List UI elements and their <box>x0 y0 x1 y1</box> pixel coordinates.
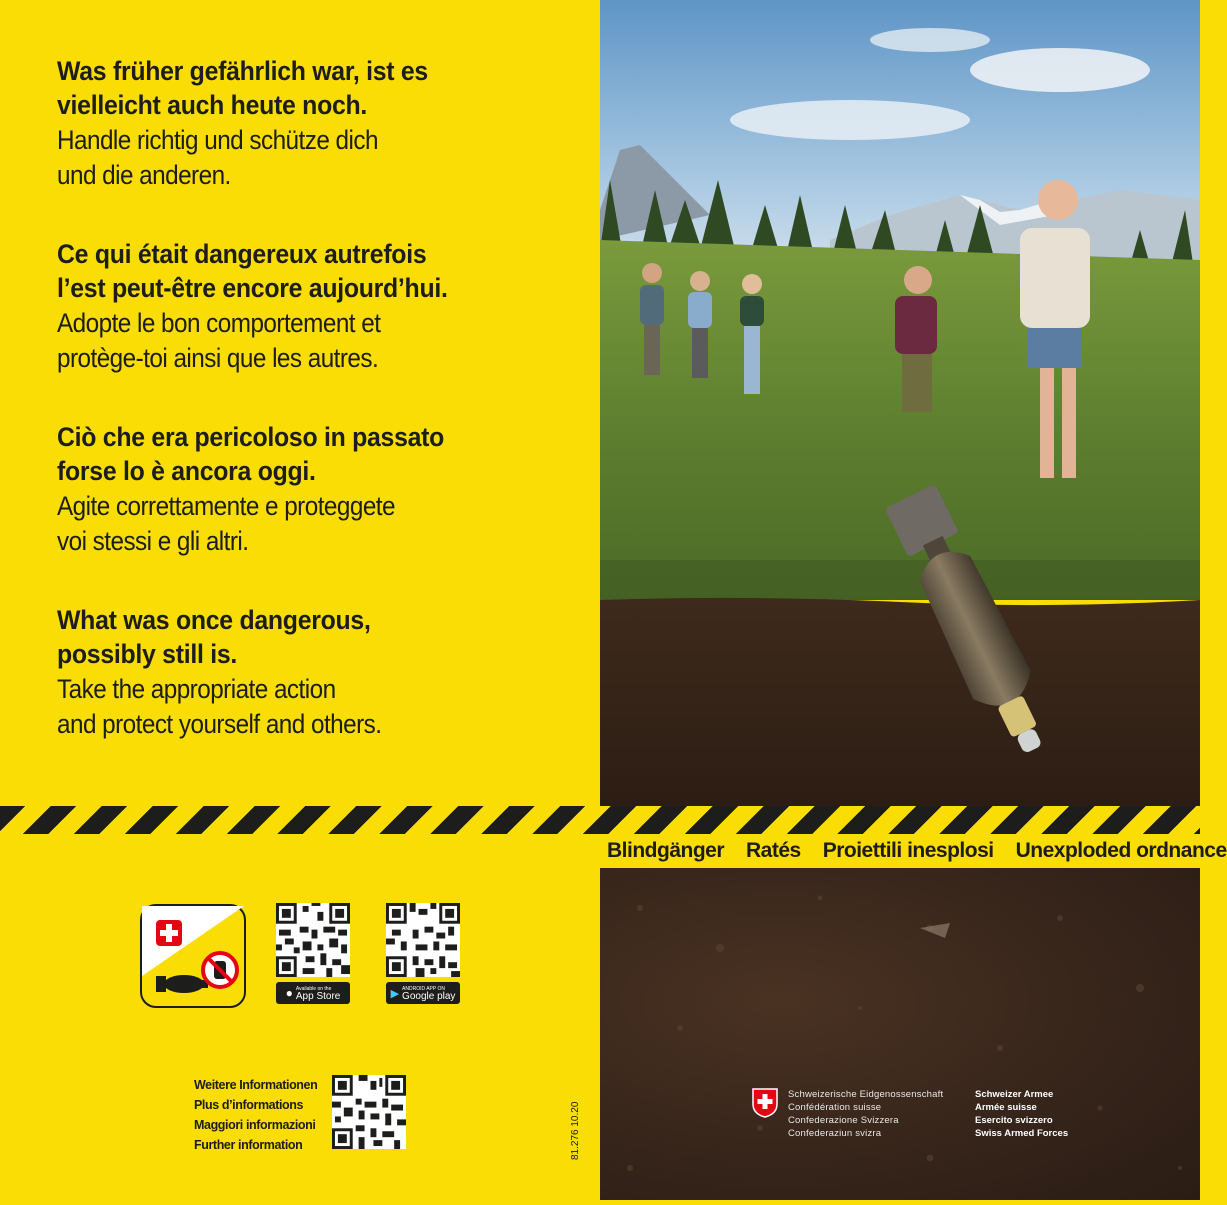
soil-texture <box>600 868 1200 1200</box>
app-store-text: App Store <box>295 991 341 1002</box>
label-it: Proiettili inesplosi <box>822 839 994 862</box>
google-play-text: Google play <box>402 991 456 1002</box>
confederation-fr: Confédération suisse <box>788 1102 882 1113</box>
french-body-line-1: Adopte le bon comportement et <box>57 308 381 338</box>
more-info-fr: Plus d’informations <box>194 1098 304 1112</box>
qr-code-app-store[interactable] <box>276 903 350 977</box>
more-info-en: Further information <box>194 1138 303 1152</box>
label-en: Unexploded ordnance <box>1015 839 1227 862</box>
german-title-line-2: vielleicht auch heute noch. <box>57 90 368 120</box>
soil-photo <box>600 868 1200 1200</box>
caution-tape-stripe <box>0 806 1200 834</box>
text-panel <box>0 0 600 806</box>
german-title-line-1: Was früher gefährlich war, ist es <box>57 56 428 86</box>
confederation-rm: Confederaziun svizra <box>788 1128 882 1139</box>
german-block <box>57 54 577 193</box>
italian-title-line-2: forse lo è ancora oggi. <box>57 456 316 486</box>
google-play-icon: ▶ <box>390 987 400 1000</box>
italian-body-line-2: voi stessi e gli altri. <box>57 526 249 556</box>
more-info-it: Maggiori informazioni <box>194 1118 316 1132</box>
apple-icon: ● <box>285 986 293 1000</box>
label-de: Blindgänger <box>607 839 725 862</box>
more-info-de: Weitere Informationen <box>194 1078 318 1092</box>
french-title-line-2: l’est peut-être encore aujourd’hui. <box>57 273 448 303</box>
army-fr: Armée suisse <box>975 1102 1037 1113</box>
army-en: Swiss Armed Forces <box>975 1128 1069 1139</box>
german-body-line-2: und die anderen. <box>57 160 231 190</box>
further-information <box>194 1075 317 1155</box>
english-title-line-1: What was once dangerous, <box>57 605 371 635</box>
qr-code-more-info[interactable] <box>332 1075 406 1149</box>
french-block <box>57 237 577 376</box>
app-icon[interactable] <box>140 904 246 1008</box>
english-block <box>57 603 577 742</box>
italian-title-line-1: Ciò che era pericoloso in passato <box>57 422 445 452</box>
app-store-badge[interactable] <box>276 982 350 1004</box>
armed-forces-names <box>975 1088 1068 1140</box>
english-body-line-2: and protect yourself and others. <box>57 709 382 739</box>
hikers-with-ordnance-photo <box>600 0 1200 806</box>
army-it: Esercito svizzero <box>975 1115 1053 1126</box>
caution-tape-labels <box>607 834 1227 868</box>
google-play-badge[interactable] <box>386 982 460 1004</box>
document-code <box>570 1080 590 1160</box>
italian-block <box>57 420 577 559</box>
french-body-line-2: protège-toi ainsi que les autres. <box>57 343 379 373</box>
english-body-line-1: Take the appropriate action <box>57 674 336 704</box>
ordnance-icon <box>156 975 208 993</box>
confederation-it: Confederazione Svizzera <box>788 1115 899 1126</box>
german-body-line-1: Handle richtig und schütze dich <box>57 125 378 155</box>
italian-body-line-1: Agite correttamente e proteggete <box>57 491 395 521</box>
qr-code-google-play[interactable] <box>386 903 460 977</box>
document-code-text: 81.276 10.20 <box>570 1101 581 1160</box>
confederation-names <box>788 1088 943 1140</box>
french-title-line-1: Ce qui était dangereux autrefois <box>57 239 427 269</box>
label-fr: Ratés <box>746 839 801 862</box>
army-de: Schweizer Armee <box>975 1089 1054 1100</box>
app-icon-graphic <box>142 906 244 1006</box>
english-title-line-2: possibly still is. <box>57 639 238 669</box>
confederation-de: Schweizerische Eidgenossenschaft <box>788 1089 944 1100</box>
app-store-small-text: Available on the <box>295 986 332 992</box>
meadow-illustration <box>600 0 1200 806</box>
swiss-coat-of-arms-icon <box>752 1088 778 1118</box>
google-play-small-text: ANDROID APP ON <box>402 986 446 992</box>
